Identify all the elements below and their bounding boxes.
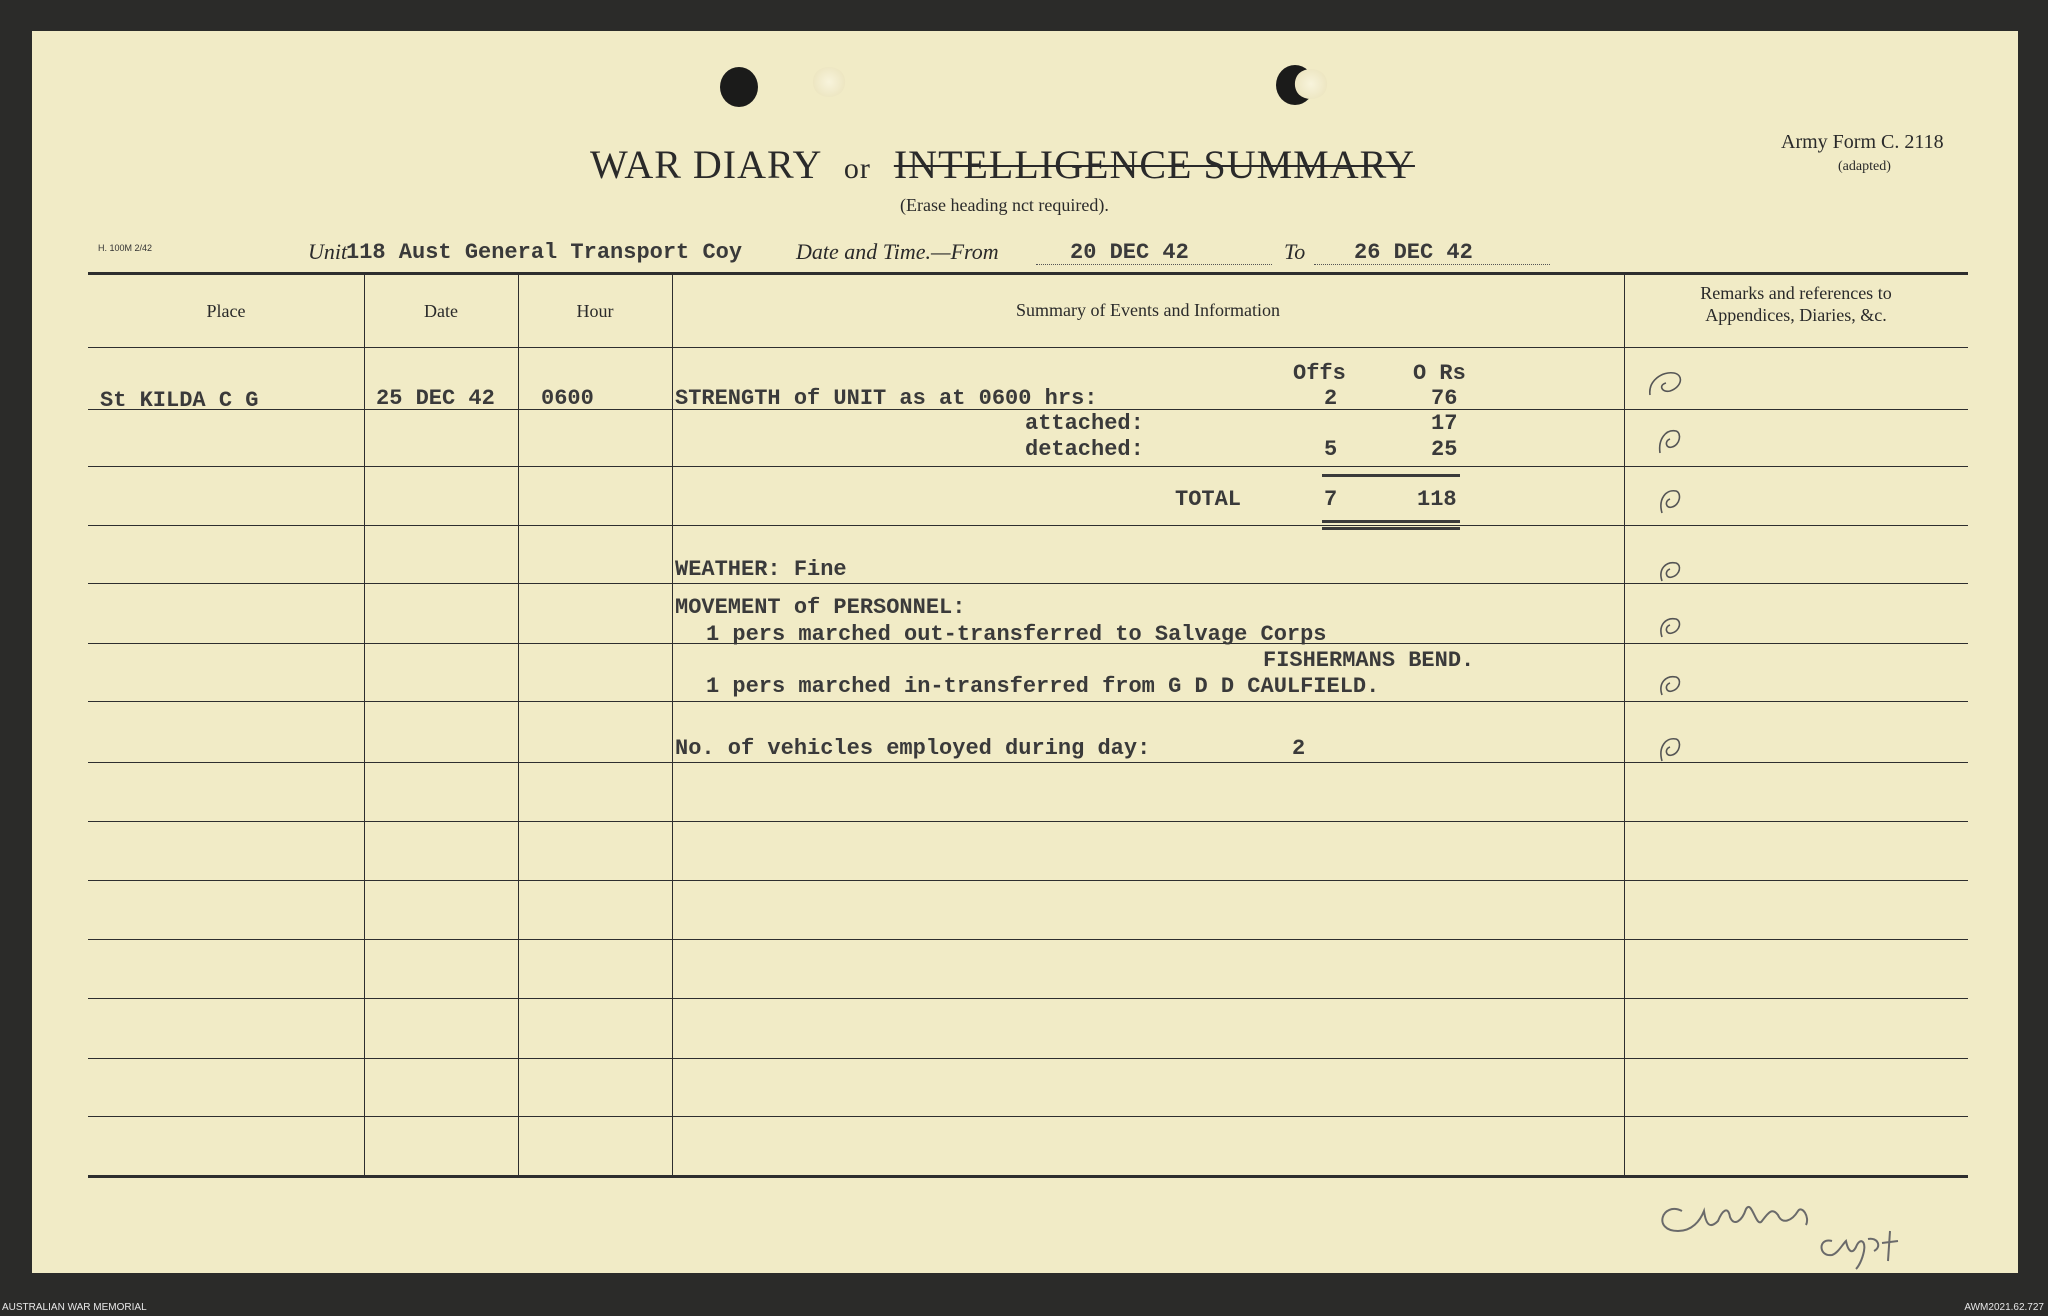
diary-page [32, 31, 2018, 1273]
strength-line3-offs: 5 [1324, 437, 1338, 462]
total-double-rule [1322, 527, 1460, 530]
title-war-diary: WAR DIARY [590, 142, 821, 187]
entry-place: St KILDA C G [100, 388, 259, 413]
weather-line: WEATHER: Fine [675, 557, 847, 582]
row-rule [88, 701, 1968, 702]
column-divider [518, 275, 519, 1175]
header-place: Place [206, 301, 246, 321]
army-form-label: Army Form C. 2118 [1781, 131, 1944, 153]
total-double-rule [1322, 520, 1460, 523]
row-rule [88, 525, 1968, 526]
strength-total-ors: 118 [1417, 487, 1457, 512]
header-summary: Summary of Events and Information [1016, 300, 1280, 320]
unit-label: Unit [308, 239, 348, 264]
footer-archive-label: AUSTRALIAN WAR MEMORIAL [2, 1302, 147, 1313]
strength-line3-ors: 25 [1431, 437, 1458, 462]
date-from: 20 DEC 42 [1070, 240, 1189, 265]
header-remarks-line1: Remarks and references to [1700, 283, 1892, 303]
print-code: H. 100M 2/42 [98, 243, 153, 253]
strength-col-offs: Offs [1293, 361, 1346, 386]
pencil-check-mark-icon [1654, 555, 1684, 585]
paper-tear [1294, 69, 1328, 99]
row-rule [88, 1116, 1968, 1117]
header-remarks-line2: Appendices, Diaries, &c. [1705, 305, 1887, 325]
date-to: 26 DEC 42 [1354, 240, 1473, 265]
strength-line1-label: STRENGTH of UNIT as at 0600 hrs: [675, 386, 1098, 411]
header-rule [88, 347, 1968, 348]
pencil-check-mark-icon [1644, 365, 1690, 405]
form-title [590, 141, 1415, 188]
column-divider [364, 275, 365, 1175]
strength-line3-label: detached: [1025, 437, 1144, 462]
row-rule [88, 880, 1968, 881]
row-rule [88, 998, 1968, 999]
adapted-label: (adapted) [1838, 159, 1891, 174]
footer-accession-number: AWM2021.62.727 [1964, 1302, 2044, 1313]
total-rule [1322, 474, 1460, 477]
strength-total-offs: 7 [1324, 487, 1338, 512]
punch-hole-left [720, 67, 758, 107]
table-top-rule [88, 272, 1968, 275]
pencil-check-mark-icon [1654, 423, 1684, 457]
title-or: or [843, 152, 871, 185]
to-label: To [1284, 239, 1306, 264]
pencil-check-mark-icon [1654, 731, 1684, 765]
handwritten-signature [1642, 1181, 1972, 1271]
paper-tear [812, 67, 846, 97]
title-struck: INTELLIGENCE SUMMARY [893, 142, 1415, 187]
movement-line1: 1 pers marched out-transferred to Salvage Corps [706, 622, 1327, 647]
row-rule [88, 762, 1968, 763]
header-date: Date [424, 301, 458, 321]
unit-value: 118 Aust General Transport Coy [346, 240, 743, 265]
row-rule [88, 583, 1968, 584]
strength-line2-ors: 17 [1431, 411, 1458, 436]
strength-line1-offs: 2 [1324, 386, 1338, 411]
strength-line2-label: attached: [1025, 411, 1144, 436]
header-hour: Hour [576, 301, 614, 321]
movement-heading: MOVEMENT of PERSONNEL: [675, 595, 966, 620]
movement-line1b: FISHERMANS BEND. [1263, 648, 1475, 673]
row-rule [88, 939, 1968, 940]
movement-line2: 1 pers marched in-transferred from G D D CAULFIELD. [706, 674, 1380, 699]
entry-date: 25 DEC 42 [376, 386, 495, 411]
date-time-label: Date and Time.—From [796, 239, 999, 264]
form-subtitle: (Erase heading nct required). [900, 195, 1109, 215]
entry-hour: 0600 [541, 386, 594, 411]
row-rule [88, 1058, 1968, 1059]
pencil-check-mark-icon [1654, 611, 1684, 641]
table-bottom-rule [88, 1175, 1968, 1178]
strength-line1-ors: 76 [1431, 386, 1458, 411]
vehicles-label: No. of vehicles employed during day: [675, 736, 1151, 761]
row-rule [88, 466, 1968, 467]
vehicles-value: 2 [1292, 736, 1306, 761]
column-divider [1624, 275, 1625, 1175]
row-rule [88, 821, 1968, 822]
column-divider [672, 275, 673, 1175]
strength-col-ors: O Rs [1413, 361, 1466, 386]
pencil-check-mark-icon [1654, 669, 1684, 699]
pencil-check-mark-icon [1654, 483, 1684, 517]
strength-total-label: TOTAL [1175, 487, 1242, 512]
